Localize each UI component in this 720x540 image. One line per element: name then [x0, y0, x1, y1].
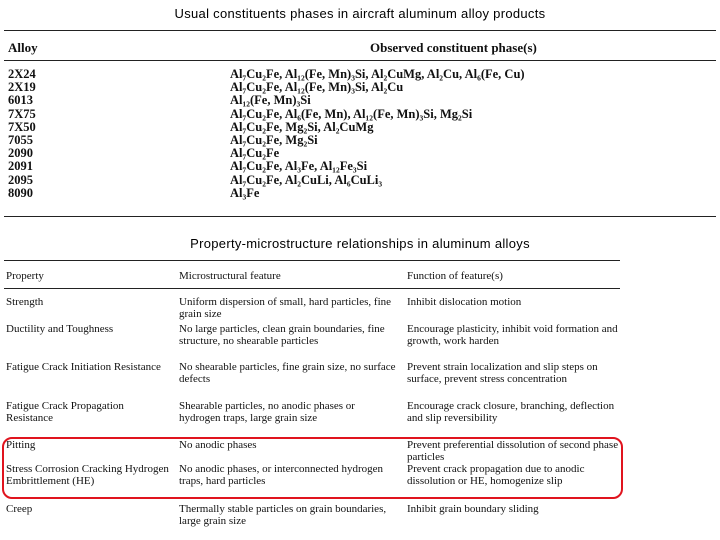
- alloy-cell: 2091: [8, 159, 33, 174]
- caption-property-microstructure: Property-microstructure relationships in aluminum alloys: [190, 236, 530, 251]
- function-cell: Encourage crack closure, branching, deflection and slip reversibility: [407, 400, 615, 424]
- property-cell: Stress Corrosion Cracking Hydrogen Embrittlement (HE): [6, 463, 169, 487]
- phase-cell: Al₇Cu₂Fe, Mg₂Si, Al₂CuMg: [230, 119, 374, 134]
- feature-cell: No anodic phases, or interconnected hydrogen traps, hard particles: [179, 463, 384, 487]
- phase-cell: Al₇Cu₂Fe, Al₃Fe, Al₁₂Fe₃Si: [230, 159, 368, 174]
- phase-cell: Al₃Fe: [230, 185, 260, 200]
- header-observed-phases: Observed constituent phase(s): [370, 40, 537, 55]
- function-cell: Prevent crack propagation due to anodic dissolution or HE, homogenize slip: [407, 463, 585, 487]
- property-cell: Creep: [6, 503, 33, 515]
- alloy-cell: 7055: [8, 132, 33, 147]
- feature-cell: Uniform dispersion of small, hard particles, fine grain size: [179, 296, 392, 320]
- function-cell: Inhibit grain boundary sliding: [407, 503, 539, 515]
- property-cell: Strength: [6, 296, 44, 308]
- alloy-cell: 2095: [8, 172, 33, 187]
- alloy-cell: 7X75: [8, 106, 36, 121]
- feature-cell: No anodic phases: [179, 439, 257, 451]
- alloy-cell: 2090: [8, 146, 33, 161]
- phase-cell: Al₇Cu₂Fe, Al₁₂(Fe, Mn)₃Si, Al₂CuMg, Al₂Cu, Al₆(Fe, Cu): [230, 67, 525, 81]
- feature-cell: Shearable particles, no anodic phases or hydrogen traps, large grain size: [179, 400, 355, 424]
- phase-cell: Al₇Cu₂Fe, Al₂CuLi, Al₆CuLi₃: [230, 172, 383, 187]
- feature-cell: No large particles, clean grain boundaries, fine structure, no shearable particles: [179, 323, 385, 347]
- phase-cell: Al₇Cu₂Fe, Mg₂Si: [230, 132, 318, 147]
- header-property: Property: [6, 270, 44, 282]
- function-cell: Encourage plasticity, inhibit void formation and growth, work harden: [407, 323, 618, 347]
- property-cell: Fatigue Crack Initiation Resistance: [6, 361, 161, 373]
- function-cell: Prevent strain localization and slip steps on surface, prevent stress concentration: [407, 361, 598, 385]
- table-top-rule: [4, 260, 620, 261]
- function-cell: Inhibit dislocation motion: [407, 296, 522, 308]
- property-cell: Fatigue Crack Propagation Resistance: [6, 400, 124, 424]
- phase-cell: Al₁₂(Fe, Mn)₃Si: [230, 93, 311, 108]
- alloy-cell: 2X19: [8, 80, 36, 95]
- phase-cell: Al₇Cu₂Fe, Al₁₂(Fe, Mn)₃Si, Al₂Cu: [230, 80, 404, 95]
- header-alloy: Alloy: [8, 40, 38, 55]
- alloy-column: [8, 68, 36, 200]
- header-microstructural-feature: Microstructural feature: [179, 270, 281, 282]
- feature-cell: Thermally stable particles on grain boundaries, large grain size: [179, 503, 387, 527]
- table-header-rule: [4, 60, 716, 61]
- alloy-cell: 8090: [8, 185, 33, 200]
- table-header-rule: [4, 288, 620, 289]
- alloy-cell: 6013: [8, 93, 33, 108]
- caption-constituent-phases: Usual constituents phases in aircraft aluminum alloy products: [174, 6, 546, 21]
- highlight-box: [2, 437, 623, 499]
- phase-cell: Al₇Cu₂Fe, Al₆(Fe, Mn), Al₁₂(Fe, Mn)₃Si, Mg₂Si: [230, 106, 473, 121]
- header-function: Function of feature(s): [407, 270, 503, 282]
- feature-cell: No shearable particles, fine grain size, no surface defects: [179, 361, 396, 385]
- property-cell: Pitting: [6, 439, 36, 451]
- function-cell: Prevent preferential dissolution of second phase particles: [407, 439, 619, 463]
- alloy-cell: 2X24: [8, 67, 36, 81]
- table-top-rule: [4, 30, 716, 31]
- property-cell: Ductility and Toughness: [6, 323, 114, 335]
- constituent-phases-table: [4, 30, 716, 220]
- phase-cell: Al₇Cu₂Fe: [230, 146, 280, 161]
- phase-column: [230, 68, 525, 200]
- alloy-cell: 7X50: [8, 119, 36, 134]
- table-bottom-rule: [4, 216, 716, 217]
